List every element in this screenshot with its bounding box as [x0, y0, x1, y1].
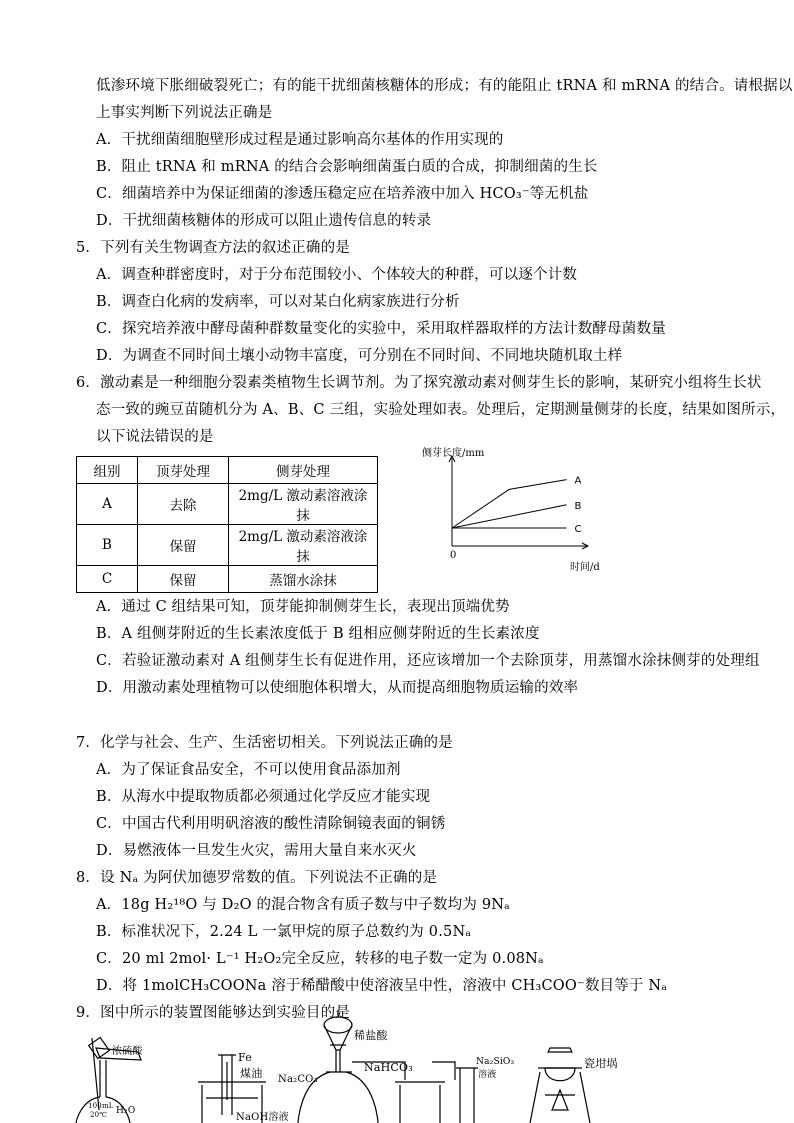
q9-stem: 9．图中所示的装置图能够达到实验目的是	[76, 1005, 351, 1021]
q6-option-b: B．A 组侧芽附近的生长素浓度低于 B 组相应侧芽附近的生长素浓度	[96, 626, 540, 642]
intro-line-2: 上事实判断下列说法正确是	[96, 105, 273, 121]
label-na2sio3: Na₂SiO₃	[476, 1057, 515, 1067]
table-header-cell: 组别	[77, 457, 138, 484]
y-axis-arrow	[449, 456, 455, 462]
q6-option-c: C．若验证激动素对 A 组侧芽生长有促进作用，还应该增加一个去除顶芽，用蒸馏水涂抹侧芽的处理组	[96, 653, 760, 669]
q4-option-b: B．阻止 tRNA 和 mRNA 的结合会影响细菌蛋白质的合成，抑制细菌的生长	[96, 159, 598, 175]
table-row	[77, 566, 378, 593]
label-nahco3: NaHCO₃	[364, 1061, 413, 1074]
label-na2co3: Na₂CO₃	[278, 1074, 318, 1085]
table-header-row	[77, 457, 378, 484]
table-cell: A	[77, 484, 138, 525]
label-crucible: 瓷坩埚	[584, 1057, 618, 1070]
table-row	[77, 484, 378, 525]
q5-option-c: C．探究培养液中酵母菌种群数量变化的实验中，采用取样器取样的方法计数酵母菌数量	[96, 321, 666, 337]
q4-option-a: A．干扰细菌细胞壁形成过程是通过影响高尔基体的作用实现的	[96, 132, 504, 148]
x-axis-label: 时间/d	[570, 562, 600, 573]
q8-stem: 8．设 Nₐ 为阿伏加德罗常数的值。下列说法不正确的是	[76, 870, 438, 886]
table-cell: 保留	[138, 525, 229, 566]
q7-option-c: C．中国古代利用明矾溶液的酸性清除铜镜表面的铜锈	[96, 816, 446, 832]
label-conc-sulfuric-acid: 浓硫酸	[112, 1046, 143, 1057]
x-axis-arrow	[582, 543, 588, 549]
q7-option-a: A．为了保证食品安全，不可以使用食品添加剂	[96, 762, 401, 778]
label-flask-temp: 20℃	[90, 1111, 108, 1119]
table-header-cell: 侧芽处理	[229, 457, 378, 484]
q8-option-c: C．20 ml 2mol· L⁻¹ H₂O₂完全反应，转移的电子数一定为 0.08Nₐ	[96, 951, 544, 967]
q8-option-a: A．18g H₂¹⁸O 与 D₂O 的混合物含有质子数与中子数均为 9Nₐ	[96, 897, 510, 913]
q6-option-d: D．用激动素处理植物可以使细胞体积增大，从而提高细胞物质运输的效率	[96, 680, 579, 696]
series-label-a: A	[574, 475, 582, 487]
label-flask-volume: 100mL	[88, 1102, 114, 1110]
q6-stem-line-2: 态一致的豌豆苗随机分为 A、B、C 三组，实验处理如表。处理后，定期测量侧芽的长度，结果如图所示，	[96, 402, 786, 418]
q8-option-d: D．将 1molCH₃COONa 溶于稀醋酸中使溶液呈中性，溶液中 CH₃COO⁻数目等于 Nₐ	[96, 978, 668, 994]
q5-stem: 5．下列有关生物调查方法的叙述正确的是	[76, 240, 351, 256]
test-tube-figure	[456, 1068, 478, 1123]
y-axis-label: 侧芽长度/mm	[422, 448, 485, 459]
label-water: H₂O	[116, 1106, 136, 1116]
label-kerosene: 煤油	[240, 1067, 263, 1080]
series-label-b: B	[574, 500, 582, 512]
table-header-cell: 顶芽处理	[138, 457, 229, 484]
q6-stem-line-3: 以下说法错误的是	[96, 429, 214, 445]
label-solution: 溶液	[478, 1070, 497, 1080]
table-cell: 2mg/L 激动素溶液涂抹	[229, 525, 378, 566]
series-label-c: C	[574, 524, 582, 535]
series-line-a	[452, 480, 567, 528]
table-cell: 2mg/L 激动素溶液涂抹	[229, 484, 378, 525]
q8-option-b: B．标准状况下，2.24 L 一氯甲烷的原子总数约为 0.5Nₐ	[96, 924, 472, 940]
chart-layer	[422, 446, 600, 573]
label-dilute-hcl: 稀盐酸	[354, 1029, 388, 1042]
treatment-table	[76, 456, 378, 593]
q6-stem-line-1: 6．激动素是一种细胞分裂素类植物生长调节剂。为了探究激动素对侧芽生长的影响，某研究小组将生长状	[76, 375, 762, 391]
origin-label: 0	[450, 550, 457, 561]
crucible-figure	[530, 1048, 590, 1123]
label-fe: Fe	[238, 1051, 252, 1064]
q7-stem: 7．化学与社会、生产、生活密切相关。下列说法正确的是	[76, 735, 453, 751]
q5-option-a: A．调查种群密度时，对于分布范围较小、个体较大的种群，可以逐个计数	[96, 267, 578, 283]
q4-option-c: C．细菌培养中为保证细菌的渗透压稳定应在培养液中加入 HCO₃⁻等无机盐	[96, 186, 589, 202]
q7-option-d: D．易燃液体一旦发生火灾，需用大量自来水灭火	[96, 843, 417, 859]
intro-line-1: 低渗环境下胀细破裂死亡；有的能干扰细菌核糖体的形成；有的能阻止 tRNA 和 mRNA 的结合。请根据以	[96, 78, 793, 94]
q5-option-d: D．为调查不同时间土壤小动物丰富度，可分别在不同时间、不同地块随机取土样	[96, 348, 623, 364]
q7-option-b: B．从海水中提取物质都必须通过化学反应才能实现	[96, 789, 431, 805]
q6-option-a: A．通过 C 组结果可知，顶芽能抑制侧芽生长，表现出顶端优势	[96, 599, 510, 615]
q5-option-b: B．调查白化病的发病率，可以对某白化病家族进行分析	[96, 294, 460, 310]
table-cell: C	[77, 566, 138, 593]
q4-option-d: D．干扰细菌核糖体的形成可以阻止遗传信息的转录	[96, 213, 432, 229]
series-line-b	[452, 505, 567, 528]
table-cell: B	[77, 525, 138, 566]
table-cell: 蒸馏水涂抹	[229, 566, 378, 593]
label-naoh-solution: NaOH溶液	[236, 1112, 289, 1123]
table-cell: 保留	[138, 566, 229, 593]
table-row	[77, 525, 378, 566]
table-cell: 去除	[138, 484, 229, 525]
